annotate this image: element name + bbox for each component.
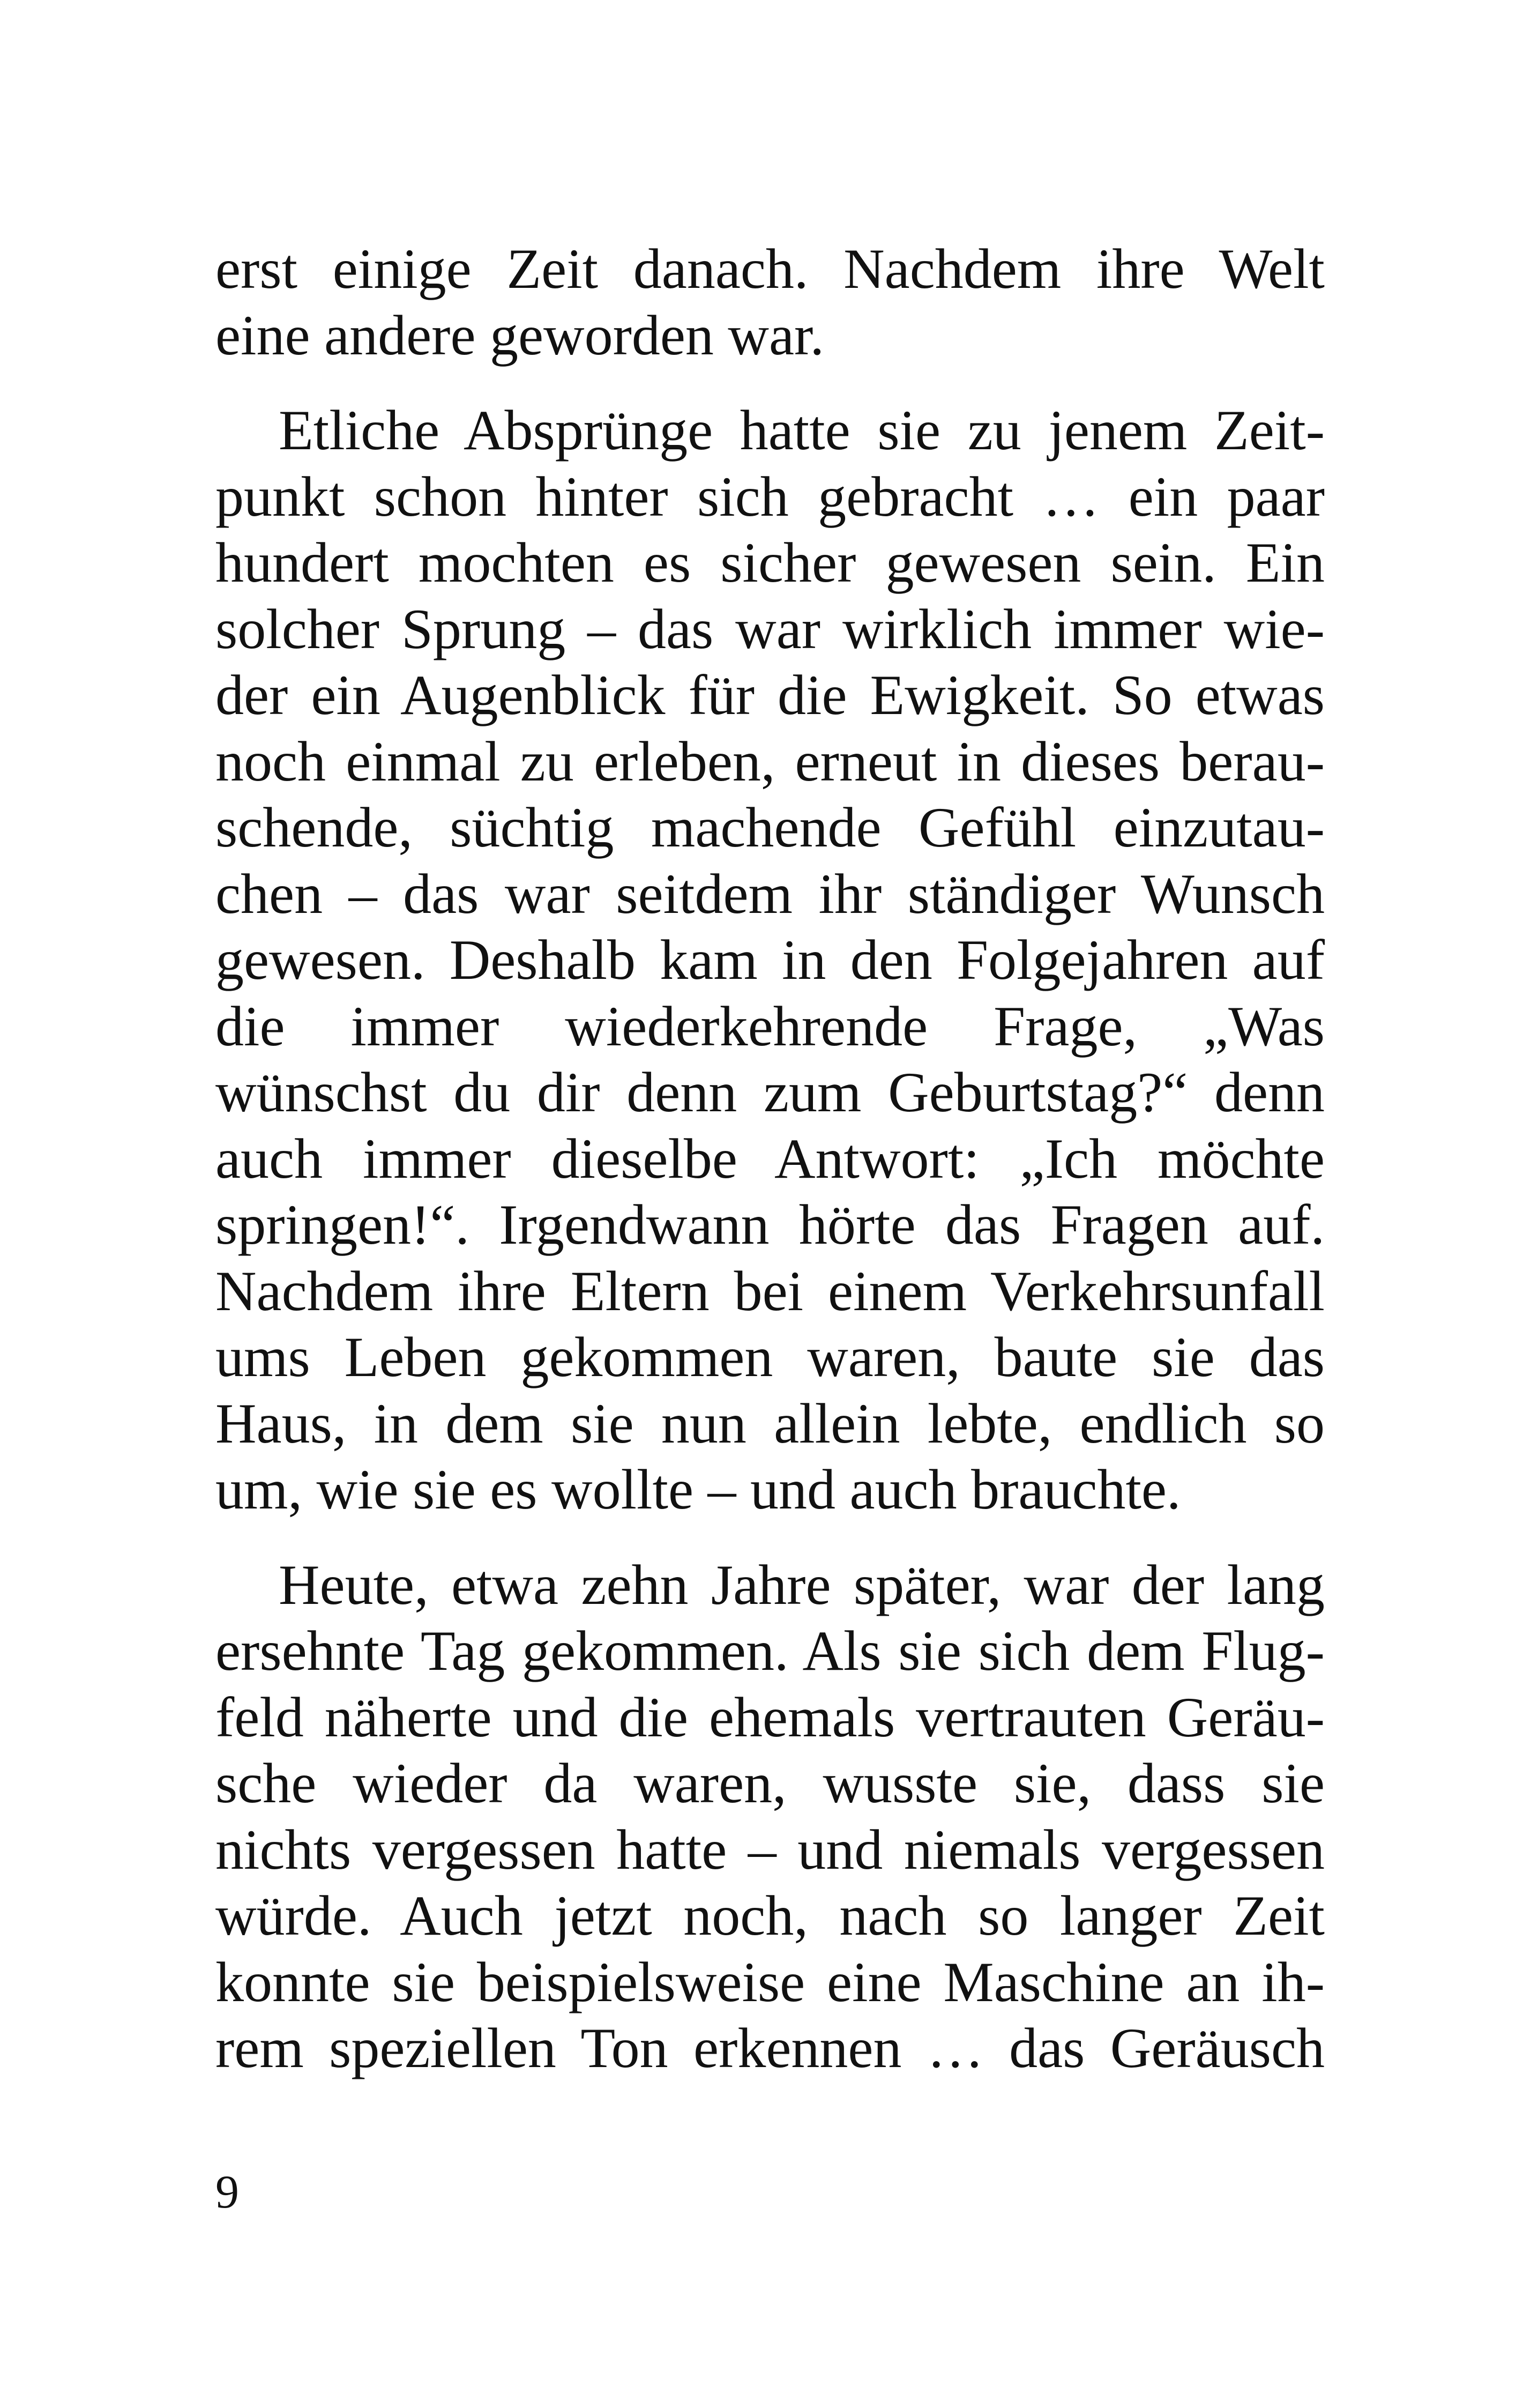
paragraph xyxy=(215,1552,1325,2082)
text-line: chen – das war seitdem ihr ständiger Wunsch xyxy=(215,862,1325,925)
text-line: Etliche Absprünge hatte sie zu jenem Zeit- xyxy=(279,399,1325,462)
paragraph-gap xyxy=(215,1523,1325,1552)
text-line: Nachdem ihre Eltern bei einem Verkehrsunfall xyxy=(215,1259,1325,1322)
text-line: nichts vergessen hatte – und niemals vergessen xyxy=(215,1818,1325,1881)
text-line: auch immer dieselbe Antwort: „Ich möchte xyxy=(215,1127,1325,1190)
text-line: ersehnte Tag gekommen. Als sie sich dem Flug- xyxy=(215,1619,1325,1682)
text-line: um, wie sie es wollte – und auch brauchte. xyxy=(215,1458,1181,1521)
text-line: ums Leben gekommen waren, baute sie das xyxy=(215,1326,1325,1388)
text-line: noch einmal zu erleben, erneut in dieses berau- xyxy=(215,730,1325,793)
page-number: 9 xyxy=(215,2166,239,2218)
text-line: solcher Sprung – das war wirklich immer wie- xyxy=(215,597,1325,660)
paragraph-gap xyxy=(215,368,1325,397)
text-line: der ein Augenblick für die Ewigkeit. So etwas xyxy=(215,664,1325,726)
text-line: feld näherte und die ehemals vertrauten Geräu- xyxy=(215,1685,1325,1749)
text-line: springen!“. Irgendwann hörte das Fragen auf. xyxy=(215,1193,1325,1256)
text-line: eine andere geworden war. xyxy=(215,303,824,367)
text-line: hundert mochten es sicher gewesen sein. Ein xyxy=(215,531,1325,594)
text-line: die immer wiederkehrende Frage, „Was xyxy=(215,994,1325,1058)
paragraph xyxy=(215,236,1325,368)
text-line: gewesen. Deshalb kam in den Folgejahren auf xyxy=(215,928,1325,991)
text-line: Heute, etwa zehn Jahre später, war der lang xyxy=(279,1553,1325,1616)
text-line: Haus, in dem sie nun allein lebte, endlich so xyxy=(215,1392,1325,1455)
text-line: konnte sie beispielsweise eine Maschine an ih- xyxy=(215,1950,1325,2013)
text-line: erst einige Zeit danach. Nachdem ihre Welt xyxy=(215,237,1325,300)
text-line: rem speziellen Ton erkennen … das Geräusch xyxy=(215,2017,1325,2079)
text-line: wünschst du dir denn zum Geburtstag?“ denn xyxy=(215,1061,1325,1124)
text-line: schende, süchtig machende Gefühl einzutau- xyxy=(215,796,1325,859)
paragraph xyxy=(215,397,1325,1523)
text-line: würde. Auch jetzt noch, nach so langer Zeit xyxy=(215,1884,1325,1947)
text-line: punkt schon hinter sich gebracht … ein paar xyxy=(215,465,1325,528)
text-line: sche wieder da waren, wusste sie, dass sie xyxy=(215,1752,1325,1815)
body-text xyxy=(215,236,1325,2082)
